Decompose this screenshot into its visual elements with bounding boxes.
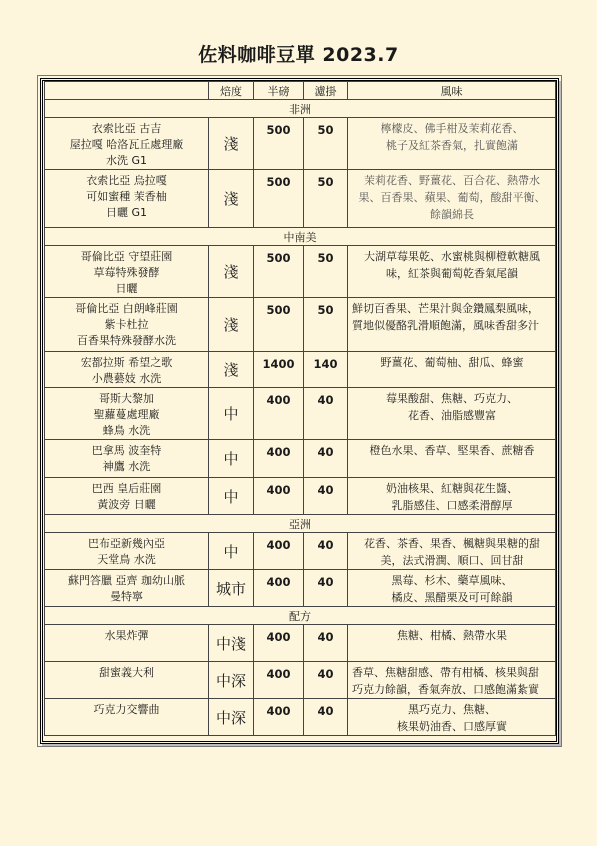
- bean-name-line: 宏都拉斯 希望之歌: [80, 356, 173, 369]
- half-pound-price: 400: [254, 625, 304, 662]
- bean-row: [45, 625, 556, 662]
- bean-name-line: 水果炸彈: [104, 629, 149, 642]
- flavor-notes: [348, 440, 556, 478]
- drip-bag-price: 50: [304, 118, 348, 170]
- roast-level: 中: [209, 533, 254, 570]
- bean-row: [45, 699, 556, 736]
- flavor-notes: [348, 570, 556, 607]
- flavor-notes: [348, 533, 556, 570]
- drip-bag-price: 40: [304, 662, 348, 699]
- drip-bag-price: 50: [304, 246, 348, 298]
- bean-name-line: 日曬: [115, 282, 138, 295]
- flavor-line: 大湖草莓果乾、水蜜桃與柳橙軟糖風: [364, 250, 540, 263]
- flavor-line: 味，紅茶與葡萄乾香氣尾韻: [386, 267, 518, 280]
- bean-row: [45, 298, 556, 352]
- header-drip: 濾掛: [304, 82, 348, 100]
- bean-name-line: 曼特寧: [110, 590, 143, 603]
- roast-level: 中深: [209, 699, 254, 736]
- bean-name-line: 巴西 皇后莊園: [91, 482, 162, 495]
- bean-name-line: 巴拿馬 波奎特: [91, 444, 162, 457]
- half-pound-price: 400: [254, 388, 304, 440]
- roast-level: 淺: [209, 298, 254, 352]
- bean-name: [45, 388, 209, 440]
- flavor-notes: [348, 170, 556, 228]
- bean-row: [45, 570, 556, 607]
- bean-name-line: 神鷹 水洗: [102, 460, 151, 473]
- section-row: [45, 100, 556, 118]
- bean-row: [45, 662, 556, 699]
- half-pound-price: 400: [254, 440, 304, 478]
- flavor-notes: [348, 478, 556, 515]
- flavor-line: 莓果酸甜、焦糖、巧克力、: [386, 392, 518, 405]
- half-pound-price: 500: [254, 246, 304, 298]
- flavor-line: 野薑花、葡萄柚、甜瓜、蜂蜜: [380, 356, 524, 369]
- drip-bag-price: 50: [304, 298, 348, 352]
- header-flavor: 風味: [348, 82, 556, 100]
- roast-level: 淺: [209, 246, 254, 298]
- flavor-line: 焦糖、柑橘、熱帶水果: [397, 629, 507, 642]
- section-row: [45, 515, 556, 533]
- flavor-line: 奶油核果、紅糖與花生醬、: [386, 482, 518, 495]
- flavor-line: 餘韻綿長: [430, 208, 474, 221]
- flavor-notes: [348, 246, 556, 298]
- drip-bag-price: 50: [304, 170, 348, 228]
- bean-name: [45, 440, 209, 478]
- roast-level: 淺: [209, 352, 254, 388]
- flavor-line: 檸檬皮、佛手柑及茉莉花香、: [380, 122, 524, 135]
- page-title: 佐料咖啡豆單 2023.7: [198, 44, 399, 66]
- section-label: 中南美: [45, 228, 556, 246]
- flavor-notes: [348, 298, 556, 352]
- bean-name-line: 小農藝妓 水洗: [91, 372, 162, 385]
- bean-row: [45, 388, 556, 440]
- roast-level: 中: [209, 388, 254, 440]
- bean-name: [45, 533, 209, 570]
- bean-name-line: 衣索比亞 古吉: [91, 122, 162, 135]
- half-pound-price: 400: [254, 699, 304, 736]
- bean-name-line: 水洗 G1: [105, 154, 148, 167]
- bean-name: [45, 478, 209, 515]
- bean-name-line: 黃波旁 日曬: [97, 498, 156, 511]
- bean-name-line: 哥倫比亞 守望莊園: [80, 250, 173, 263]
- half-pound-price: 400: [254, 533, 304, 570]
- bean-row: [45, 170, 556, 228]
- half-pound-price: 400: [254, 478, 304, 515]
- roast-level: 淺: [209, 170, 254, 228]
- bean-name-line: 草莓特殊發酵: [93, 266, 160, 279]
- bean-name-line: 哥斯大黎加: [99, 392, 154, 405]
- drip-bag-price: 140: [304, 352, 348, 388]
- bean-menu-table: [44, 81, 556, 736]
- bean-name-line: 日曬 G1: [105, 206, 148, 219]
- bean-menu-body: [45, 82, 556, 736]
- flavor-notes: [348, 352, 556, 388]
- bean-row: [45, 533, 556, 570]
- bean-name-line: 巴布亞新幾內亞: [88, 537, 165, 550]
- roast-level: 中: [209, 478, 254, 515]
- section-label: 亞洲: [45, 515, 556, 533]
- bean-name-line: 聖蘿蔓處理廠: [93, 408, 160, 421]
- bean-row: [45, 352, 556, 388]
- roast-level: 中深: [209, 662, 254, 699]
- bean-name: [45, 352, 209, 388]
- drip-bag-price: 40: [304, 388, 348, 440]
- drip-bag-price: 40: [304, 478, 348, 515]
- half-pound-price: 400: [254, 570, 304, 607]
- section-label: 非洲: [45, 100, 556, 118]
- bean-name-line: 屋拉嘎 哈洛瓦丘處理廠: [69, 138, 184, 151]
- flavor-notes: [348, 662, 556, 699]
- flavor-line: 鮮切百香果、芒果汁與金鑽鳳梨風味，: [352, 302, 539, 315]
- flavor-notes: [348, 699, 556, 736]
- bean-name-line: 哥倫比亞 白朗峰莊園: [75, 302, 178, 315]
- bean-name: [45, 298, 209, 352]
- bean-name-line: 天堂鳥 水洗: [97, 553, 156, 566]
- flavor-line: 核果奶油香、口感厚實: [397, 720, 507, 733]
- half-pound-price: 500: [254, 298, 304, 352]
- bean-row: [45, 118, 556, 170]
- roast-level: 中淺: [209, 625, 254, 662]
- header-name: [45, 82, 209, 100]
- section-label: 配方: [45, 607, 556, 625]
- drip-bag-price: 40: [304, 699, 348, 736]
- flavor-line: 橙色水果、香草、堅果香、蔗糖香: [369, 444, 535, 457]
- flavor-line: 質地似優酪乳滑順飽滿，風味香甜多汁: [352, 319, 539, 332]
- bean-name-line: 衣索比亞 烏拉嘎: [86, 174, 167, 187]
- header-row: [45, 82, 556, 100]
- flavor-notes: [348, 388, 556, 440]
- drip-bag-price: 40: [304, 533, 348, 570]
- bean-name: [45, 699, 209, 736]
- bean-row: [45, 246, 556, 298]
- flavor-line: 果、百香果、蘋果、葡萄，酸甜平衡、: [358, 191, 546, 204]
- bean-name-line: 紫卡杜拉: [104, 318, 149, 331]
- bean-name: [45, 246, 209, 298]
- flavor-line: 花香、茶香、果香、楓糖與果糖的甜: [364, 537, 540, 550]
- roast-level: 淺: [209, 118, 254, 170]
- bean-name-line: 可如蜜種 茉香柚: [86, 190, 167, 203]
- bean-name: [45, 170, 209, 228]
- header-roast: 焙度: [209, 82, 254, 100]
- bean-name-line: 甜蜜義大利: [99, 666, 154, 679]
- half-pound-price: 1400: [254, 352, 304, 388]
- flavor-notes: [348, 625, 556, 662]
- header-half-pound: 半磅: [254, 82, 304, 100]
- section-row: [45, 228, 556, 246]
- bean-name: [45, 118, 209, 170]
- flavor-line: 橘皮、黑醋栗及可可餘韻: [391, 591, 513, 604]
- drip-bag-price: 40: [304, 440, 348, 478]
- flavor-line: 黑莓、杉木、藥草風味、: [391, 574, 513, 587]
- half-pound-price: 500: [254, 170, 304, 228]
- drip-bag-price: 40: [304, 625, 348, 662]
- bean-name: [45, 662, 209, 699]
- bean-name-line: 蘇門答臘 亞齊 珈幼山脈: [68, 574, 185, 587]
- bean-name-line: 蜂鳥 水洗: [102, 424, 151, 437]
- half-pound-price: 500: [254, 118, 304, 170]
- flavor-line: 花香、油脂感豐富: [408, 409, 496, 422]
- half-pound-price: 400: [254, 662, 304, 699]
- bean-row: [45, 440, 556, 478]
- bean-name-line: 巧克力交響曲: [93, 703, 160, 716]
- flavor-line: 香草、焦糖甜感、帶有柑橘、核果與甜: [352, 666, 539, 679]
- flavor-line: 黑巧克力、焦糖、: [408, 703, 496, 716]
- section-row: [45, 607, 556, 625]
- flavor-notes: [348, 118, 556, 170]
- bean-name-line: 百香果特殊發酵水洗: [77, 334, 176, 347]
- flavor-line: 茉莉花香、野薑花、百合花、熱帶水: [364, 174, 540, 187]
- bean-name: [45, 625, 209, 662]
- flavor-line: 巧克力餘韻，香氣奔放、口感飽滿紮實: [352, 683, 539, 696]
- bean-row: [45, 478, 556, 515]
- roast-level: 城市: [209, 570, 254, 607]
- flavor-line: 乳脂感佳、口感柔滑醇厚: [391, 499, 513, 512]
- flavor-line: 桃子及紅茶香氣，扎實飽滿: [386, 139, 518, 152]
- roast-level: 中: [209, 440, 254, 478]
- drip-bag-price: 40: [304, 570, 348, 607]
- bean-name: [45, 570, 209, 607]
- flavor-line: 美，法式滑潤、順口、回甘甜: [380, 554, 524, 567]
